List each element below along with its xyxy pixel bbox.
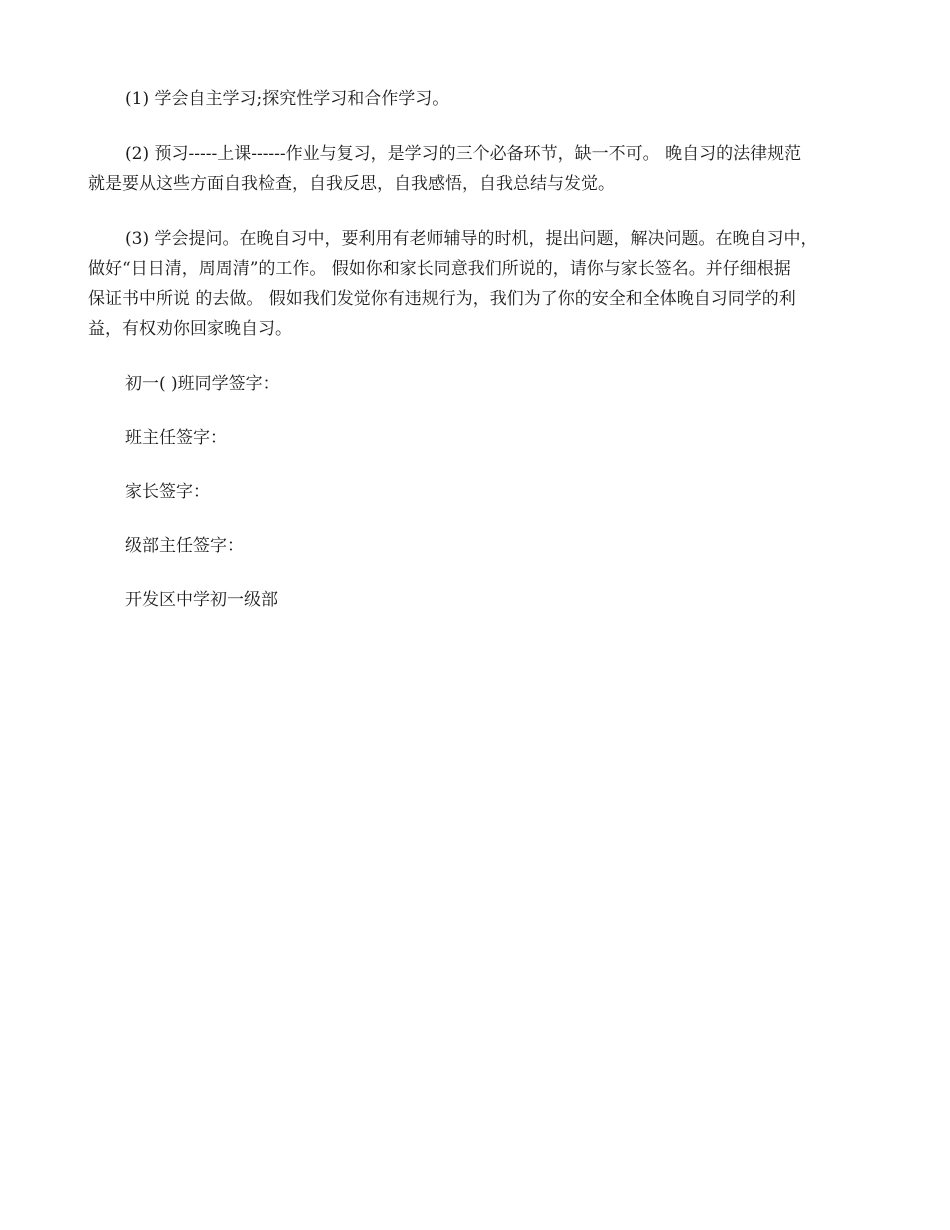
paragraph-1 [88,84,866,114]
paragraph-2 [88,139,866,199]
paragraph-3 [88,224,866,344]
grade-director-signature-label: 级部主任签字： [125,536,244,556]
paragraph-line: 益，有权劝你回家晚自习。 [88,319,292,339]
paragraph-line: 做好“日日清，周周清”的工作。 假如你和家长同意我们所说的，请你与家长签名。并仔细根据 [88,259,791,279]
parent-signature-label: 家长签字： [125,482,210,502]
document-page [88,84,866,639]
paragraph-line: (2) 预习-----上课------作业与复习，是学习的三个必备环节，缺一不可。 晚自习的法律规范 [125,144,802,164]
head-teacher-signature-label: 班主任签字： [125,428,227,448]
paragraph-line: (1) 学会自主学习;探究性学习和合作学习。 [125,89,450,109]
paragraph-line: (3) 学会提问。在晚自习中，要利用有老师辅导的时机，提出问题，解决问题。在晚自习中， [125,229,818,249]
student-signature-label: 初一( )班同学签字： [125,374,280,394]
issuer-name: 开发区中学初一级部 [125,590,278,610]
paragraph-line: 就是要从这些方面自我检查，自我反思，自我感悟，自我总结与发觉。 [88,174,615,194]
paragraph-line: 保证书中所说 的去做。 假如我们发觉你有违规行为，我们为了你的安全和全体晚自习同学的利 [88,289,796,309]
